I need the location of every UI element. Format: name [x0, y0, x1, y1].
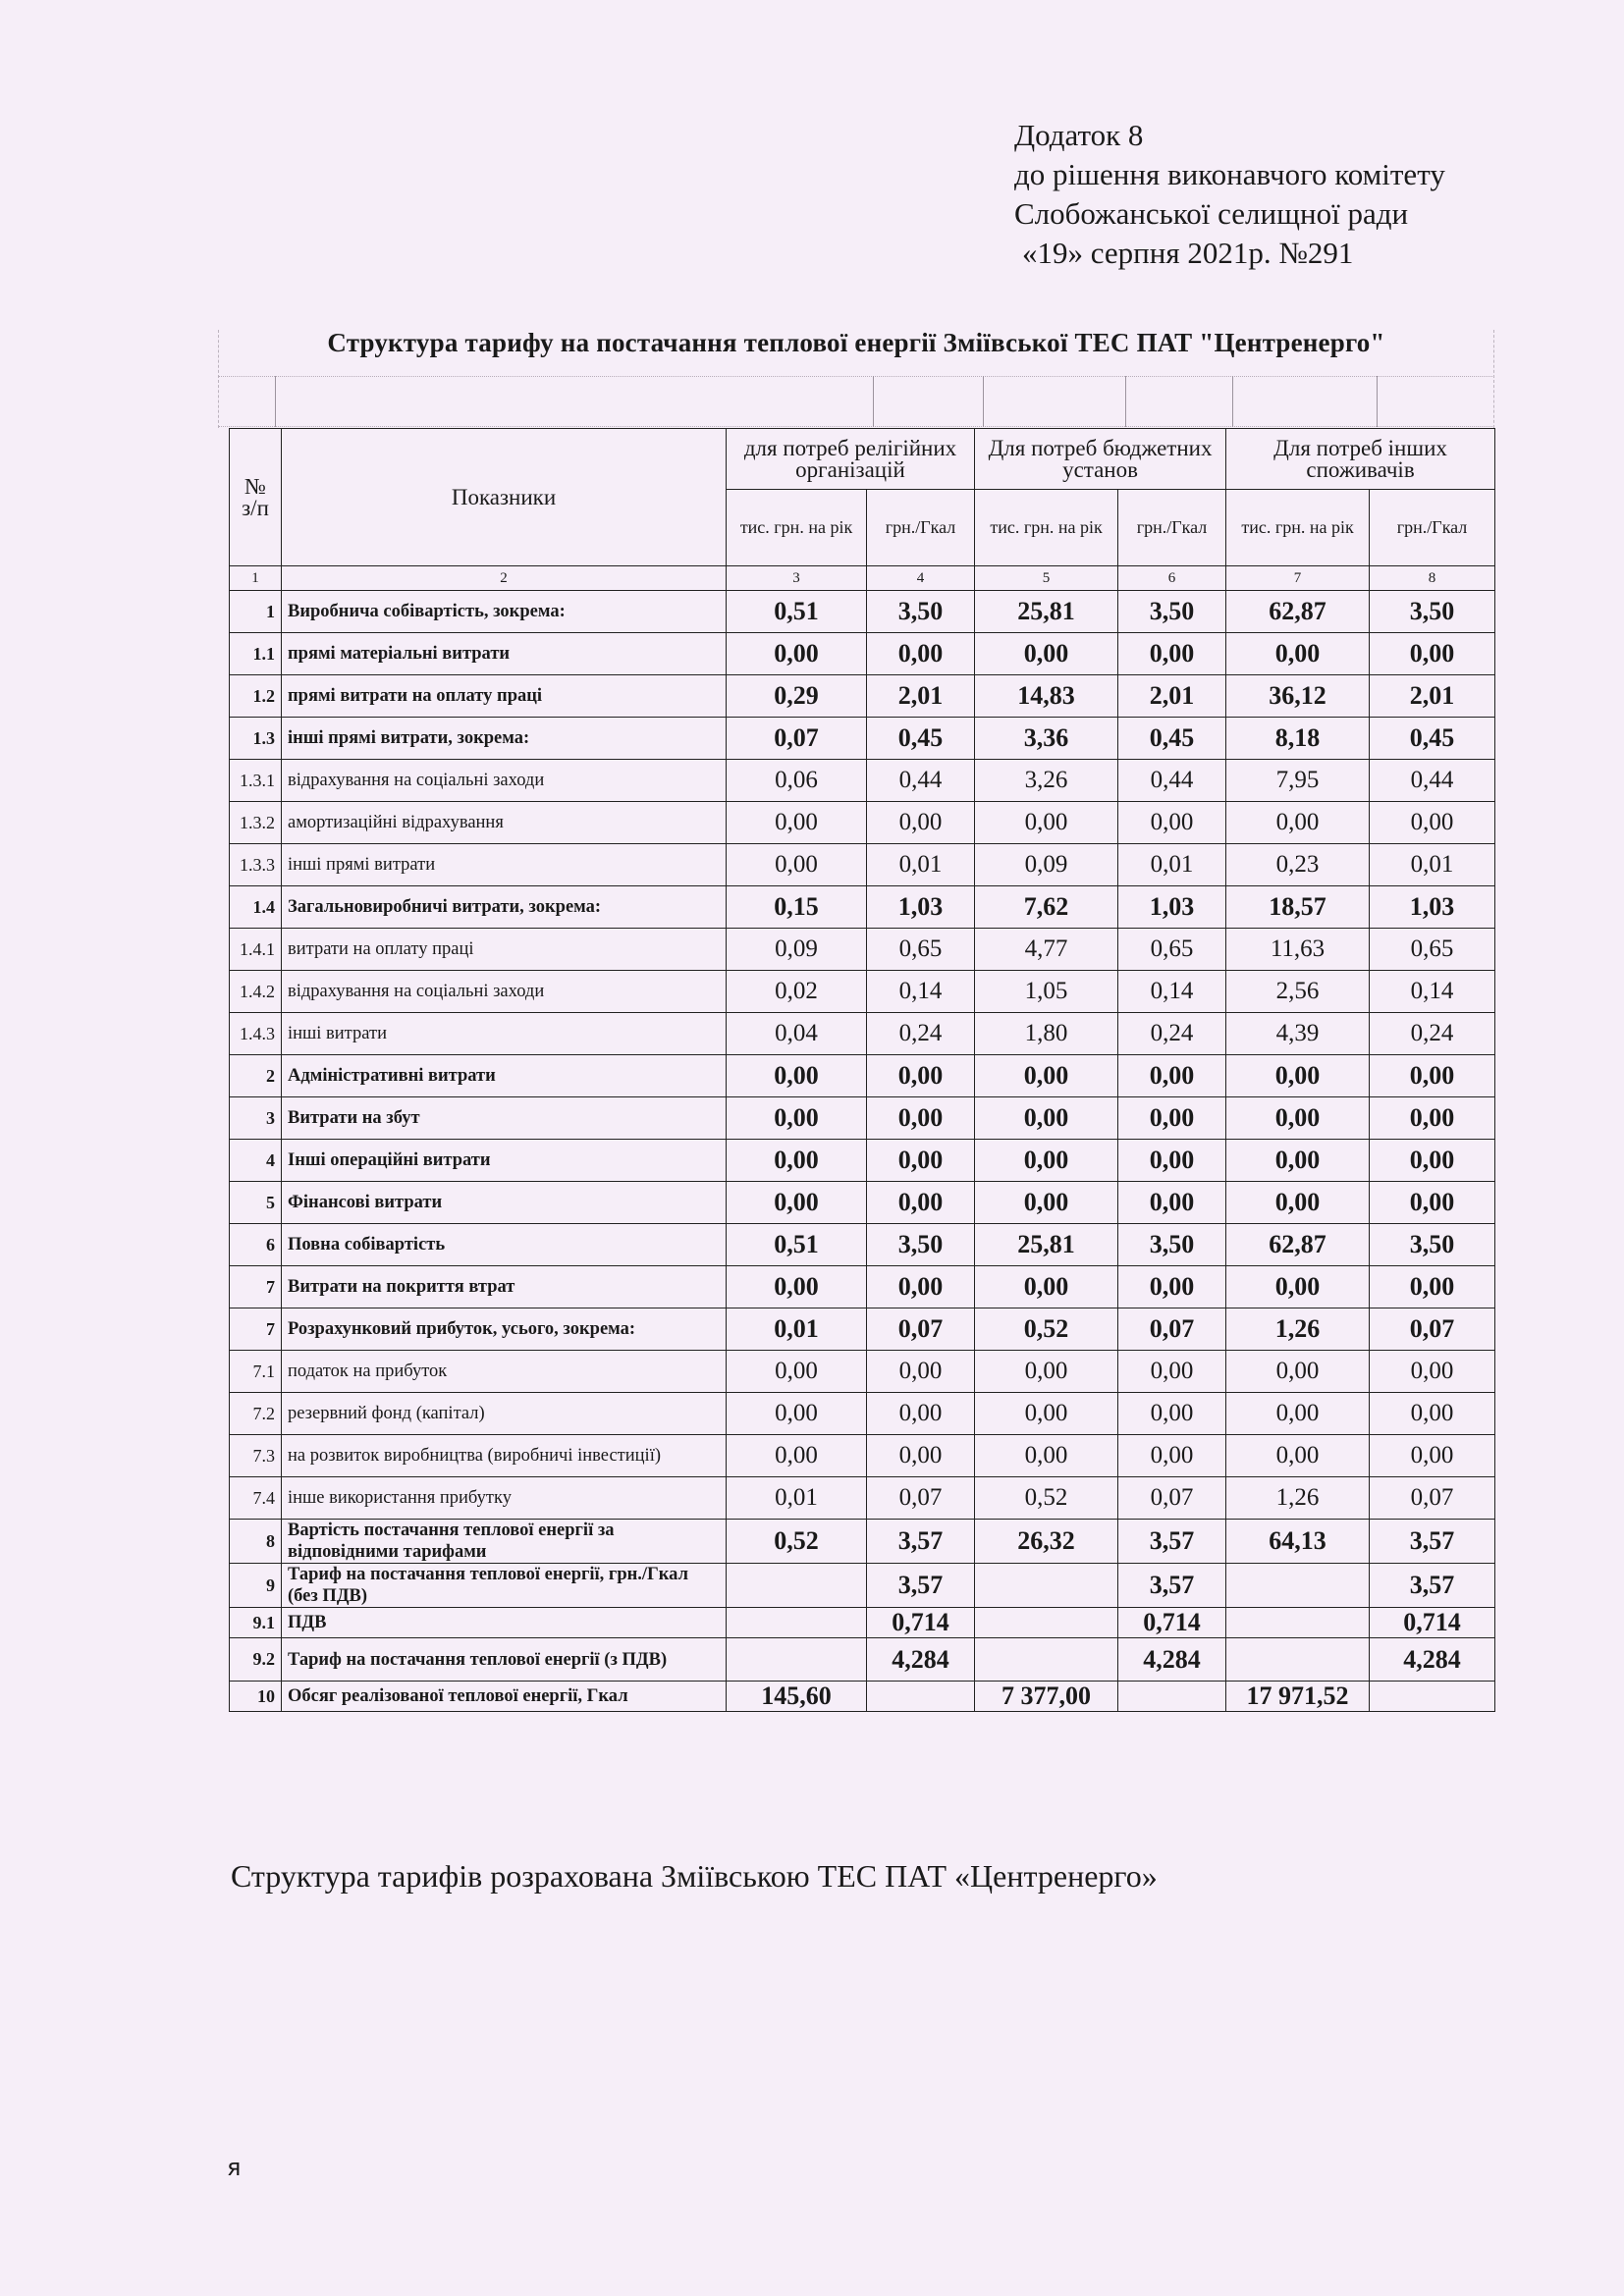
value-cell: 0,00: [1118, 633, 1226, 675]
table-row: [230, 1097, 1495, 1140]
row-label: відрахування на соціальні заходи: [282, 760, 727, 802]
value-cell: 14,83: [975, 675, 1118, 718]
value-cell: 0,00: [1226, 1182, 1370, 1224]
value-cell: 0,00: [975, 802, 1118, 844]
value-cell: 0,00: [1226, 1266, 1370, 1308]
value-cell: 0,00: [1118, 1097, 1226, 1140]
table-row: [230, 1013, 1495, 1055]
value-cell: 0,02: [727, 971, 867, 1013]
value-cell: 11,63: [1226, 929, 1370, 971]
value-cell: 0,00: [975, 1435, 1118, 1477]
row-label: прямі витрати на оплату праці: [282, 675, 727, 718]
table-row: [230, 971, 1495, 1013]
row-number: 7.2: [230, 1393, 282, 1435]
handwritten-mark: я: [227, 2154, 242, 2181]
value-cell: 0,44: [867, 760, 975, 802]
value-cell: 0,00: [1226, 1435, 1370, 1477]
annex-block: [1014, 116, 1445, 273]
header-budget: Для потреб бюджетних установ: [975, 429, 1226, 490]
row-number: 3: [230, 1097, 282, 1140]
row-number: 2: [230, 1055, 282, 1097]
value-cell: 0,00: [975, 1097, 1118, 1140]
table-row: [230, 844, 1495, 886]
value-cell: 0,00: [727, 1182, 867, 1224]
row-number: 1: [230, 591, 282, 633]
table-row: [230, 1393, 1495, 1435]
value-cell: 1,80: [975, 1013, 1118, 1055]
value-cell: 0,00: [867, 633, 975, 675]
grid-line: [1377, 376, 1378, 427]
value-cell: 0,00: [727, 1266, 867, 1308]
row-number: 1.1: [230, 633, 282, 675]
table-row: [230, 929, 1495, 971]
value-cell: 1,03: [1118, 886, 1226, 929]
row-label: Витрати на покриття втрат: [282, 1266, 727, 1308]
value-cell: 0,00: [975, 1182, 1118, 1224]
value-cell: 0,51: [727, 1224, 867, 1266]
value-cell: 0,00: [1226, 633, 1370, 675]
grid-line: [873, 376, 874, 427]
value-cell: 0,52: [727, 1520, 867, 1564]
value-cell: 1,26: [1226, 1308, 1370, 1351]
value-cell: 0,00: [1118, 1435, 1226, 1477]
value-cell: 7,62: [975, 886, 1118, 929]
value-cell: 3,57: [1370, 1564, 1495, 1608]
value-cell: 0,00: [1226, 1097, 1370, 1140]
value-cell: 0,00: [867, 1140, 975, 1182]
value-cell: 0,714: [867, 1608, 975, 1638]
row-label: Інші операційні витрати: [282, 1140, 727, 1182]
row-number: 7.1: [230, 1351, 282, 1393]
row-number: 7.3: [230, 1435, 282, 1477]
value-cell: 0,45: [867, 718, 975, 760]
value-cell: 0,00: [867, 1351, 975, 1393]
value-cell: 145,60: [727, 1682, 867, 1712]
value-cell: 0,00: [975, 1140, 1118, 1182]
footer-note: Структура тарифів розрахована Зміївською ТЕС ПАТ «Центренерго»: [231, 1858, 1158, 1894]
table-row: [230, 1477, 1495, 1520]
value-cell: 62,87: [1226, 1224, 1370, 1266]
value-cell: 0,00: [975, 633, 1118, 675]
column-number: 5: [975, 566, 1118, 591]
value-cell: 3,57: [1118, 1564, 1226, 1608]
value-cell: 0,00: [727, 633, 867, 675]
value-cell: 17 971,52: [1226, 1682, 1370, 1712]
value-cell: 3,57: [1370, 1520, 1495, 1564]
value-cell: [727, 1638, 867, 1682]
value-cell: 0,00: [727, 1351, 867, 1393]
row-label: інше використання прибутку: [282, 1477, 727, 1520]
table-row: [230, 591, 1495, 633]
value-cell: 0,00: [975, 1055, 1118, 1097]
value-cell: 0,52: [975, 1477, 1118, 1520]
value-cell: 2,01: [1370, 675, 1495, 718]
table-row: [230, 1608, 1495, 1638]
table-row: [230, 760, 1495, 802]
table-row: [230, 1638, 1495, 1682]
row-number: 1.3.2: [230, 802, 282, 844]
row-label: на розвиток виробництва (виробничі інвестиції): [282, 1435, 727, 1477]
value-cell: 0,65: [867, 929, 975, 971]
value-cell: 0,00: [1370, 1351, 1495, 1393]
value-cell: 0,00: [727, 1055, 867, 1097]
table-row: [230, 1224, 1495, 1266]
row-label: Виробнича собівартість, зокрема:: [282, 591, 727, 633]
value-cell: 0,00: [1118, 1055, 1226, 1097]
value-cell: 2,01: [867, 675, 975, 718]
subheader-unit: грн./Гкал: [1370, 490, 1495, 566]
row-label: відрахування на соціальні заходи: [282, 971, 727, 1013]
row-label: витрати на оплату праці: [282, 929, 727, 971]
table-body: [230, 591, 1495, 1712]
header-indicators: Показники: [282, 429, 727, 566]
value-cell: 0,65: [1118, 929, 1226, 971]
value-cell: 0,00: [1118, 802, 1226, 844]
table-row: [230, 1435, 1495, 1477]
row-label: Витрати на збут: [282, 1097, 727, 1140]
value-cell: 0,14: [1370, 971, 1495, 1013]
grid-line: [1125, 376, 1126, 427]
table-row: [230, 1055, 1495, 1097]
value-cell: 2,56: [1226, 971, 1370, 1013]
value-cell: 8,18: [1226, 718, 1370, 760]
table-row: [230, 1520, 1495, 1564]
value-cell: 0,00: [1226, 802, 1370, 844]
row-label: Обсяг реалізованої теплової енергії, Гкал: [282, 1682, 727, 1712]
value-cell: 0,00: [867, 1055, 975, 1097]
subheader-total: тис. грн. на рік: [727, 490, 867, 566]
value-cell: 0,07: [1118, 1308, 1226, 1351]
table-row: [230, 1308, 1495, 1351]
value-cell: 0,44: [1370, 760, 1495, 802]
row-label: Адміністративні витрати: [282, 1055, 727, 1097]
value-cell: 0,714: [1370, 1608, 1495, 1638]
value-cell: 2,01: [1118, 675, 1226, 718]
value-cell: 0,44: [1118, 760, 1226, 802]
value-cell: 7,95: [1226, 760, 1370, 802]
value-cell: 0,00: [1118, 1182, 1226, 1224]
value-cell: 0,24: [867, 1013, 975, 1055]
value-cell: [975, 1564, 1118, 1608]
column-number: 4: [867, 566, 975, 591]
value-cell: [727, 1608, 867, 1638]
value-cell: 4,284: [1118, 1638, 1226, 1682]
value-cell: 3,57: [867, 1564, 975, 1608]
blank-row-frame: [218, 376, 1492, 427]
row-number: 7: [230, 1266, 282, 1308]
value-cell: 0,714: [1118, 1608, 1226, 1638]
subheader-unit: грн./Гкал: [1118, 490, 1226, 566]
column-number: 8: [1370, 566, 1495, 591]
value-cell: 0,00: [867, 1393, 975, 1435]
row-label: Тариф на постачання теплової енергії, грн./Гкал (без ПДВ): [282, 1564, 727, 1608]
value-cell: 0,00: [727, 844, 867, 886]
table-row: [230, 1351, 1495, 1393]
value-cell: 3,50: [867, 591, 975, 633]
value-cell: 0,14: [867, 971, 975, 1013]
annex-number: Додаток 8: [1014, 118, 1144, 152]
row-number: 1.3.3: [230, 844, 282, 886]
value-cell: 1,05: [975, 971, 1118, 1013]
row-label: податок на прибуток: [282, 1351, 727, 1393]
value-cell: 0,00: [1226, 1351, 1370, 1393]
value-cell: 0,65: [1370, 929, 1495, 971]
row-number: 8: [230, 1520, 282, 1564]
row-label: резервний фонд (капітал): [282, 1393, 727, 1435]
value-cell: 0,29: [727, 675, 867, 718]
value-cell: 0,04: [727, 1013, 867, 1055]
row-label: Загальновиробничі витрати, зокрема:: [282, 886, 727, 929]
value-cell: [1226, 1638, 1370, 1682]
column-number: 3: [727, 566, 867, 591]
value-cell: 0,00: [1226, 1140, 1370, 1182]
value-cell: 3,50: [1370, 591, 1495, 633]
value-cell: 0,14: [1118, 971, 1226, 1013]
value-cell: 0,24: [1118, 1013, 1226, 1055]
annex-decision: до рішення виконавчого комітету: [1014, 157, 1445, 191]
row-label: інші прямі витрати, зокрема:: [282, 718, 727, 760]
row-number: 7: [230, 1308, 282, 1351]
value-cell: 0,00: [867, 802, 975, 844]
value-cell: 0,00: [1370, 1266, 1495, 1308]
row-number: 1.4: [230, 886, 282, 929]
value-cell: 0,00: [1118, 1140, 1226, 1182]
value-cell: 0,00: [727, 1435, 867, 1477]
tariff-table: [229, 428, 1495, 1712]
value-cell: 0,00: [1118, 1393, 1226, 1435]
grid-line: [275, 376, 276, 427]
value-cell: [1226, 1564, 1370, 1608]
grid-line: [983, 376, 984, 427]
value-cell: 0,00: [727, 1097, 867, 1140]
table-row: [230, 1140, 1495, 1182]
value-cell: 0,07: [867, 1308, 975, 1351]
row-label: Фінансові витрати: [282, 1182, 727, 1224]
value-cell: 0,15: [727, 886, 867, 929]
value-cell: 64,13: [1226, 1520, 1370, 1564]
value-cell: 0,06: [727, 760, 867, 802]
value-cell: 0,00: [867, 1182, 975, 1224]
value-cell: 4,77: [975, 929, 1118, 971]
value-cell: 0,01: [1370, 844, 1495, 886]
row-label: інші прямі витрати: [282, 844, 727, 886]
value-cell: 0,00: [1118, 1351, 1226, 1393]
column-number: 6: [1118, 566, 1226, 591]
value-cell: 0,00: [1226, 1393, 1370, 1435]
value-cell: 0,51: [727, 591, 867, 633]
row-label: ПДВ: [282, 1608, 727, 1638]
row-label: прямі матеріальні витрати: [282, 633, 727, 675]
value-cell: 3,36: [975, 718, 1118, 760]
subheader-unit: грн./Гкал: [867, 490, 975, 566]
value-cell: 0,00: [1370, 1435, 1495, 1477]
value-cell: 1,26: [1226, 1477, 1370, 1520]
value-cell: 0,00: [1226, 1055, 1370, 1097]
header-other: Для потреб інших споживачів: [1226, 429, 1495, 490]
row-number: 9.1: [230, 1608, 282, 1638]
table-row: [230, 1182, 1495, 1224]
document-title: Структура тарифу на постачання теплової енергії Зміївської ТЕС ПАТ "Центренерго": [327, 328, 1385, 357]
table-row: [230, 1564, 1495, 1608]
row-number: 1.3: [230, 718, 282, 760]
subheader-total: тис. грн. на рік: [1226, 490, 1370, 566]
row-number: 4: [230, 1140, 282, 1182]
value-cell: 0,01: [727, 1477, 867, 1520]
value-cell: 25,81: [975, 591, 1118, 633]
table-row: [230, 886, 1495, 929]
value-cell: 0,07: [1118, 1477, 1226, 1520]
row-number: 10: [230, 1682, 282, 1712]
value-cell: 0,00: [1370, 1140, 1495, 1182]
value-cell: 3,50: [1370, 1224, 1495, 1266]
row-label: Тариф на постачання теплової енергії (з ПДВ): [282, 1638, 727, 1682]
value-cell: 0,00: [1118, 1266, 1226, 1308]
table-row: [230, 802, 1495, 844]
value-cell: 4,284: [1370, 1638, 1495, 1682]
value-cell: 0,00: [1370, 1055, 1495, 1097]
row-number: 1.3.1: [230, 760, 282, 802]
value-cell: 0,07: [727, 718, 867, 760]
value-cell: [1370, 1682, 1495, 1712]
value-cell: 0,00: [727, 1393, 867, 1435]
value-cell: 0,07: [1370, 1308, 1495, 1351]
value-cell: 4,39: [1226, 1013, 1370, 1055]
row-number: 5: [230, 1182, 282, 1224]
value-cell: 3,50: [1118, 1224, 1226, 1266]
row-number: 1.4.3: [230, 1013, 282, 1055]
row-number: 1.4.2: [230, 971, 282, 1013]
value-cell: 0,00: [1370, 1182, 1495, 1224]
value-cell: [1118, 1682, 1226, 1712]
value-cell: 0,00: [1370, 633, 1495, 675]
value-cell: 0,09: [975, 844, 1118, 886]
header-number: № з/п: [230, 429, 282, 566]
annex-council: Слобожанської селищної ради: [1014, 196, 1409, 231]
value-cell: 0,00: [1370, 802, 1495, 844]
value-cell: 0,00: [867, 1266, 975, 1308]
value-cell: 62,87: [1226, 591, 1370, 633]
value-cell: 0,00: [975, 1351, 1118, 1393]
value-cell: [727, 1564, 867, 1608]
value-cell: [867, 1682, 975, 1712]
value-cell: 0,24: [1370, 1013, 1495, 1055]
value-cell: 0,00: [867, 1435, 975, 1477]
value-cell: 0,01: [727, 1308, 867, 1351]
value-cell: 0,00: [975, 1266, 1118, 1308]
table-row: [230, 718, 1495, 760]
table-row: [230, 1682, 1495, 1712]
value-cell: 0,52: [975, 1308, 1118, 1351]
value-cell: 3,50: [1118, 591, 1226, 633]
value-cell: 0,45: [1118, 718, 1226, 760]
value-cell: 25,81: [975, 1224, 1118, 1266]
value-cell: [1226, 1608, 1370, 1638]
value-cell: 0,07: [867, 1477, 975, 1520]
row-label: Повна собівартість: [282, 1224, 727, 1266]
row-number: 9.2: [230, 1638, 282, 1682]
row-number: 1.2: [230, 675, 282, 718]
value-cell: 0,09: [727, 929, 867, 971]
value-cell: 3,57: [867, 1520, 975, 1564]
table-row: [230, 1266, 1495, 1308]
value-cell: 18,57: [1226, 886, 1370, 929]
value-cell: 0,01: [867, 844, 975, 886]
row-number: 9: [230, 1564, 282, 1608]
column-number: 2: [282, 566, 727, 591]
header-religious: для потреб релігійних організацій: [727, 429, 975, 490]
value-cell: 0,00: [1370, 1393, 1495, 1435]
value-cell: 26,32: [975, 1520, 1118, 1564]
subheader-total: тис. грн. на рік: [975, 490, 1118, 566]
value-cell: 3,57: [1118, 1520, 1226, 1564]
row-label: амортизаційні відрахування: [282, 802, 727, 844]
value-cell: 0,00: [727, 802, 867, 844]
row-number: 7.4: [230, 1477, 282, 1520]
value-cell: 7 377,00: [975, 1682, 1118, 1712]
column-number: 1: [230, 566, 282, 591]
value-cell: 36,12: [1226, 675, 1370, 718]
table-row: [230, 675, 1495, 718]
value-cell: 1,03: [1370, 886, 1495, 929]
table-row: [230, 633, 1495, 675]
value-cell: [975, 1638, 1118, 1682]
value-cell: 0,07: [1370, 1477, 1495, 1520]
value-cell: [975, 1608, 1118, 1638]
value-cell: 3,26: [975, 760, 1118, 802]
row-label: інші витрати: [282, 1013, 727, 1055]
value-cell: 0,00: [1370, 1097, 1495, 1140]
value-cell: 0,45: [1370, 718, 1495, 760]
value-cell: 0,00: [867, 1097, 975, 1140]
row-label: Вартість постачання теплової енергії за відповідними тарифами: [282, 1520, 727, 1564]
value-cell: 3,50: [867, 1224, 975, 1266]
row-number: 1.4.1: [230, 929, 282, 971]
grid-line: [1232, 376, 1233, 427]
value-cell: 0,23: [1226, 844, 1370, 886]
row-label: Розрахунковий прибуток, усього, зокрема:: [282, 1308, 727, 1351]
column-number: 7: [1226, 566, 1370, 591]
value-cell: 4,284: [867, 1638, 975, 1682]
value-cell: 0,01: [1118, 844, 1226, 886]
value-cell: 0,00: [727, 1140, 867, 1182]
value-cell: 1,03: [867, 886, 975, 929]
value-cell: 0,00: [975, 1393, 1118, 1435]
row-number: 6: [230, 1224, 282, 1266]
annex-date: «19» серпня 2021р. №291: [1022, 236, 1354, 270]
